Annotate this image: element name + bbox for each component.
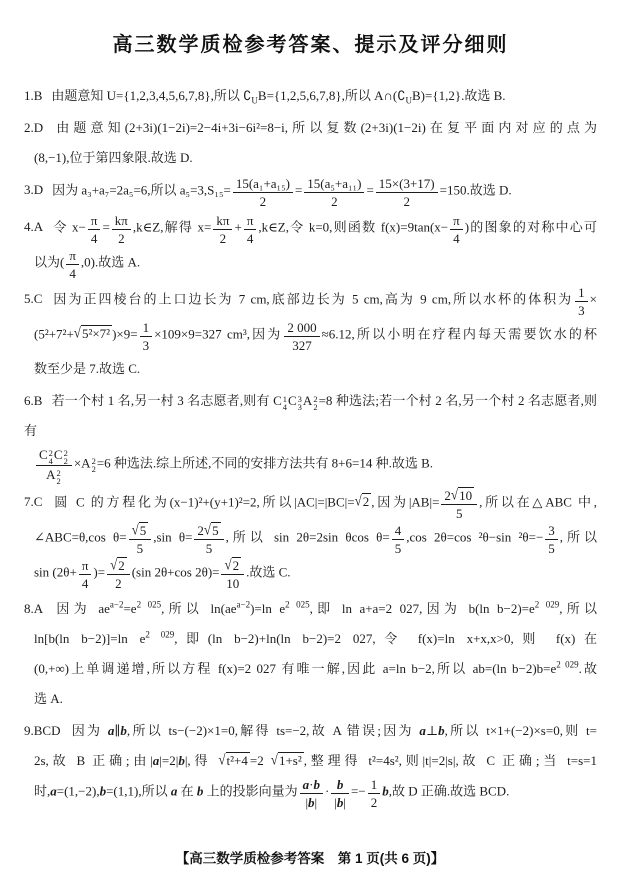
radical-sign: √: [110, 556, 118, 573]
fraction-numerator: 2 000: [284, 319, 319, 337]
answer-item: [24, 487, 597, 592]
answer-line: (0,+∞)上单调递增,所以方程 f(x)=2 027 有唯一解,因此 a=ln b−2,所以 ab=(ln $b-2)b=e^{2 029}$.故: [34, 659, 598, 676]
bold-vector: a: [107, 723, 115, 738]
superscript: 1: [282, 394, 287, 404]
radical-content: 2: [362, 494, 370, 510]
answer-line: 9.BCD 因为 a∥b,所以 ts−(−2)×1=0,解得 ts=−2,故 A 错误;因为 a⊥b,所以 t×1+(−2)×s=0,则 t=: [24, 723, 597, 738]
fraction: [112, 212, 131, 247]
super-subscript: [313, 395, 317, 411]
fraction-numerator: 1: [575, 284, 588, 302]
fraction-numerator: 15(a₁+a₁₅): [233, 175, 293, 193]
fraction: [194, 522, 223, 557]
fraction: [129, 522, 152, 557]
bold-vector: a: [302, 777, 310, 792]
fraction-denominator: 5: [394, 541, 402, 556]
answer-line: 5.C 因为正四棱台的上口边长为 7 cm,底部边长为 5 cm,高为 9 cm,所以水杯的体积为 $\frac{1}{3}$ ×: [24, 285, 597, 318]
super-subscript: [92, 457, 96, 473]
subscript: 2: [56, 476, 61, 486]
fraction: [107, 557, 130, 592]
bold-vector: a: [419, 723, 426, 738]
fraction-numerator: π: [244, 212, 257, 230]
radical: [132, 522, 149, 539]
subscript: 2: [91, 464, 96, 475]
bold-vector: a: [170, 783, 178, 799]
fraction-numerator: 1: [140, 319, 153, 337]
fraction-numerator: kπ: [213, 212, 232, 230]
fraction: [213, 212, 232, 247]
question-number-and-choice: 4.A: [24, 219, 44, 235]
fraction-numerator: π: [66, 247, 79, 265]
fraction-numerator: 1: [368, 776, 381, 794]
answer-line: C 2 4 C 2 2 A 2 2 ×A 2 2 =6 种选法.综上所述,不同的安排方法共有 8+6=14 种.故选 B.: [24, 446, 597, 485]
radical: [224, 557, 241, 574]
superscript: 2 025: [285, 599, 310, 610]
fraction-denominator: 4: [69, 266, 76, 281]
fraction: [88, 212, 101, 247]
fraction-denominator: 5: [455, 506, 463, 521]
bold-vector: b: [336, 777, 344, 792]
bold-vector: b: [196, 783, 204, 799]
superscript: 2 029: [534, 599, 560, 610]
super-subscript: [64, 449, 68, 465]
subscript: U: [405, 95, 413, 106]
question-number-and-choice: 3.D: [24, 182, 44, 198]
fraction-numerator: [129, 522, 152, 540]
question-number-and-choice: 7.C: [24, 494, 43, 510]
radical-sign: √: [131, 521, 139, 538]
answer-line: 选 A.: [34, 691, 63, 706]
answer-line: 4.A 令 x− $\frac{\pi}{4}$ = $\frac{k\pi}{2}$ ,k∈Z,解得 x= $\frac{k\pi}{2}$ + $\frac{\pi}{4}$ ,k∈Z,令 k=0,则函数 f(x)=9tan(x− $\frac{\pi}{4}$ )的图象的对称中心可: [24, 213, 597, 246]
radical-content: 2: [118, 558, 125, 573]
fraction: [140, 319, 153, 354]
fraction-denominator: 2: [403, 194, 410, 209]
radical-sign: √: [450, 486, 459, 503]
fraction: [284, 319, 319, 354]
fraction: [244, 212, 257, 247]
question-number-and-choice: 5.C: [24, 291, 43, 307]
fraction-denominator: 2: [118, 231, 125, 246]
superscript: 2 029: [556, 659, 579, 670]
answer-line: 7.C 圆 C 的方程化为(x−1)²+(y+1)²=2,所以|AC|=|BC|=√2 ,因为|AB|= $\frac{2√10}{5}$ ,所以在△ABC 中,: [24, 486, 597, 521]
radical-sign: √: [354, 492, 362, 510]
radical-content: 5: [212, 523, 219, 538]
answer-line: 8.A 因为 $ae^{a-2}=e^{2 025}$,所以 $\ln(ae^{a-2})=\ln$ $e^{2 025}$,即 ln a+a=2 027,因为 b(ln $b-2)=e^{2 029}$,所以: [24, 599, 598, 616]
super-subscript: [49, 449, 53, 465]
fraction-numerator: 4: [392, 522, 405, 540]
fraction: [79, 557, 92, 592]
question-number-and-choice: 9.BCD: [24, 723, 61, 738]
bold-vector: b: [308, 795, 315, 810]
fraction-denominator: 3: [142, 338, 150, 353]
page-title: 高三数学质检参考答案、提示及评分细则: [112, 34, 509, 56]
answer-line: 3.D 因为 a₃+a₇=2a₅=6,所以 a₅=3,S₁₅= $\frac{\text{15(a₁+a₁₅)}}{2}$ = $\frac{\text{15(a₅+a₁₁)}}{2}$ = $\frac{15\times(3+17)}{2}$ =150.故选 D.: [24, 176, 512, 209]
answer-line: 时,a=(1,−2),b=(1,1),所以 a 在 b 上的投影向量为 $\frac{a\cdot b}{|b|}$ · $\frac{b}{|b|}$ =− $\frac{1}{2}$ b,故 D 正确.故选 BCD.: [34, 777, 510, 810]
fraction-numerator: π: [450, 212, 463, 230]
superscript: 2: [91, 456, 96, 467]
fraction-numerator: kπ: [112, 212, 131, 230]
fraction-denominator: A 2 2: [46, 467, 61, 486]
bold-vector: b: [336, 795, 344, 810]
fraction-denominator: 5: [136, 541, 144, 556]
fraction-denominator: 2: [219, 231, 227, 246]
answer-item: [24, 284, 597, 384]
question-number-and-choice: 8.A: [24, 601, 44, 616]
radical: [218, 752, 249, 769]
answer-item: [24, 113, 597, 173]
fraction: [331, 776, 349, 811]
fraction-numerator: 2√10: [441, 487, 477, 505]
fraction-numerator: a·b: [300, 776, 323, 794]
bold-vector: b: [99, 783, 107, 799]
fraction-denominator: 4: [453, 231, 460, 246]
answer-line: 数至少是 7.故选 C.: [34, 361, 141, 376]
radical-content: 5: [139, 523, 147, 538]
radical-content: 1+s²: [278, 753, 302, 768]
question-number-and-choice: 1.B: [24, 88, 43, 103]
fraction-denominator: |b|: [305, 795, 318, 810]
answer-line: 1.B 由题意知 U={1,2,3,4,5,6,7,8},所以 $∁_UB=\{1,2,5,6,7,8\}$,所以 $A\cap(∁_UB)=\{1,2\}$.故选 B.: [24, 88, 506, 106]
question-number-and-choice: 2.D: [24, 120, 44, 135]
radical: [110, 557, 127, 574]
fraction: [441, 487, 477, 522]
fraction: [545, 522, 558, 557]
fraction-denominator: 2: [259, 194, 267, 209]
radical: [74, 325, 112, 342]
fraction-numerator: π: [88, 212, 101, 230]
fraction-denominator: 4: [81, 576, 89, 591]
superscript: 2: [48, 448, 53, 458]
super-subscript: [283, 395, 287, 411]
answer-line: ∠ABC=θ,cos θ= $\frac{√5}{5}$ ,sin θ= $\frac{2√5}{5}$ ,所以 sin 2θ=2sin θcos θ= $\frac{4}{5}$ ,cos 2θ=cos ²θ−sin ²θ=− $\frac{3}{5}$ ,所以: [34, 521, 597, 556]
fraction: [304, 175, 364, 210]
fraction-denominator: 10: [226, 576, 240, 591]
bold-vector: b: [382, 783, 389, 799]
fraction-numerator: 15×(3+17): [376, 175, 438, 193]
fraction: [392, 522, 405, 557]
bold-vector: b: [178, 753, 185, 768]
bold-vector: b: [313, 777, 320, 792]
fraction-denominator: 2: [370, 795, 378, 810]
fraction-numerator: 2√5: [194, 522, 223, 540]
radical-content: t²+4: [226, 753, 248, 768]
bold-vector: b: [120, 723, 127, 738]
super-subscript: [56, 469, 60, 485]
superscript: 2 029: [145, 629, 175, 640]
fraction: [368, 776, 381, 811]
fraction-numerator: 15(a₅+a₁₁): [304, 175, 364, 193]
fraction-numerator: [221, 557, 244, 575]
radical: [271, 752, 304, 769]
superscript: a−2: [109, 599, 124, 610]
answer-line: ln[b(ln b−2)]=ln $e^{2 029}$,即(ln b−2)+ln(ln b−2)=2 027,令 f(x)=ln x+x,x>0,则 f(x)在: [34, 629, 598, 646]
radical: [451, 487, 474, 504]
answer-line: 以为( $\frac{\pi}{4}$ ,0).故选 A.: [34, 248, 141, 281]
answer-item: [24, 212, 597, 282]
subscript: 3: [297, 402, 302, 412]
answer-line: sin (2θ+ $\frac{\pi}{4}$ )= $\frac{√2}{2}$ (sin 2θ+cos 2θ)= $\frac{√2}{10}$ .故选 C.: [34, 556, 291, 591]
answers-list: [24, 81, 597, 811]
radical-content: 5²×7²: [81, 326, 111, 342]
fraction-denominator: 3: [578, 303, 585, 318]
radical-content: 10: [459, 488, 473, 503]
fraction-denominator: 5: [205, 541, 213, 556]
fraction-denominator: 327: [292, 338, 312, 353]
subscript: U: [251, 95, 258, 106]
radical-sign: √: [218, 751, 226, 768]
fraction-numerator: C 2 4 C 2 2: [36, 446, 72, 466]
fraction-denominator: 2: [115, 576, 122, 591]
fraction: [36, 446, 72, 485]
radical: [204, 522, 221, 539]
superscript: 2: [313, 394, 318, 404]
superscript: 2 025: [136, 599, 162, 610]
answer-line: (8,−1),位于第四象限.故选 D.: [34, 150, 193, 165]
radical-sign: √: [203, 521, 212, 538]
fraction: [450, 212, 463, 247]
fraction-numerator: [107, 557, 130, 575]
radical-sign: √: [270, 751, 278, 768]
superscript: 3: [297, 394, 302, 404]
fraction: [221, 557, 244, 592]
superscript: 2: [56, 468, 61, 478]
fraction: [575, 284, 588, 319]
fraction-numerator: [331, 776, 349, 794]
answer-item: [24, 594, 597, 714]
page-footer: 【高三数学质检参考答案 第 1 页(共 6 页)】: [175, 851, 445, 866]
radical-sign: √: [73, 324, 81, 342]
fraction: [376, 175, 438, 210]
answer-item: [24, 81, 597, 111]
fraction: [300, 776, 323, 811]
fraction-numerator: 3: [545, 522, 558, 540]
radical-content: 2: [232, 558, 240, 573]
radical: [355, 493, 372, 510]
subscript: 4: [282, 402, 287, 412]
answer-line: (5²+7²+√5²×7² )×9= $\frac{1}{3}$ ×109×9=327 cm³,因为 $\frac{2 000}{327}$ ≈6.12,所以小明在疗程内每天需要饮水的杯: [34, 320, 597, 353]
answer-line: 6.B 若一个村 1 名,另一村 3 名志愿者,则有 C 1 4 C 3 3 A 2 2 =8 种选法;若一个村 2 名,另一个村 2 名志愿者,则有: [24, 393, 598, 438]
fraction: [233, 175, 293, 210]
bold-vector: a: [152, 753, 160, 768]
bold-vector: a: [50, 783, 57, 799]
answer-item: [24, 175, 597, 210]
fraction-denominator: 4: [90, 231, 98, 246]
fraction-denominator: 4: [246, 231, 254, 246]
question-number-and-choice: 6.B: [24, 393, 43, 408]
radical-sign: √: [224, 556, 232, 573]
fraction: [66, 247, 79, 282]
fraction-denominator: |b|: [334, 795, 347, 810]
fraction-denominator: 5: [548, 541, 555, 556]
answer-line: 2.D 由题意知(2+3i)(1−2i)=2−4i+3i−6i²=8−i,所以复数(2+3i)(1−2i)在复平面内对应的点为: [24, 120, 597, 135]
super-subscript: [298, 395, 302, 411]
subscript: 2: [63, 456, 68, 466]
answer-item: [24, 716, 597, 811]
subscript: 2: [313, 402, 318, 412]
subscript: 4: [48, 456, 53, 466]
fraction-numerator: π: [79, 557, 92, 575]
superscript: a−2: [236, 599, 251, 610]
superscript: 2: [63, 448, 68, 458]
bold-vector: b: [438, 723, 445, 738]
fraction-denominator: 2: [331, 194, 338, 209]
answer-item: [24, 386, 597, 485]
answer-line: 2s,故 B 正确;由|a|=2|b|,得 √t²+4 =2 √1+s² ,整理得 t²=4s²,则|t|=2|s|,故 C 正确;当 t=s=1: [34, 751, 597, 768]
